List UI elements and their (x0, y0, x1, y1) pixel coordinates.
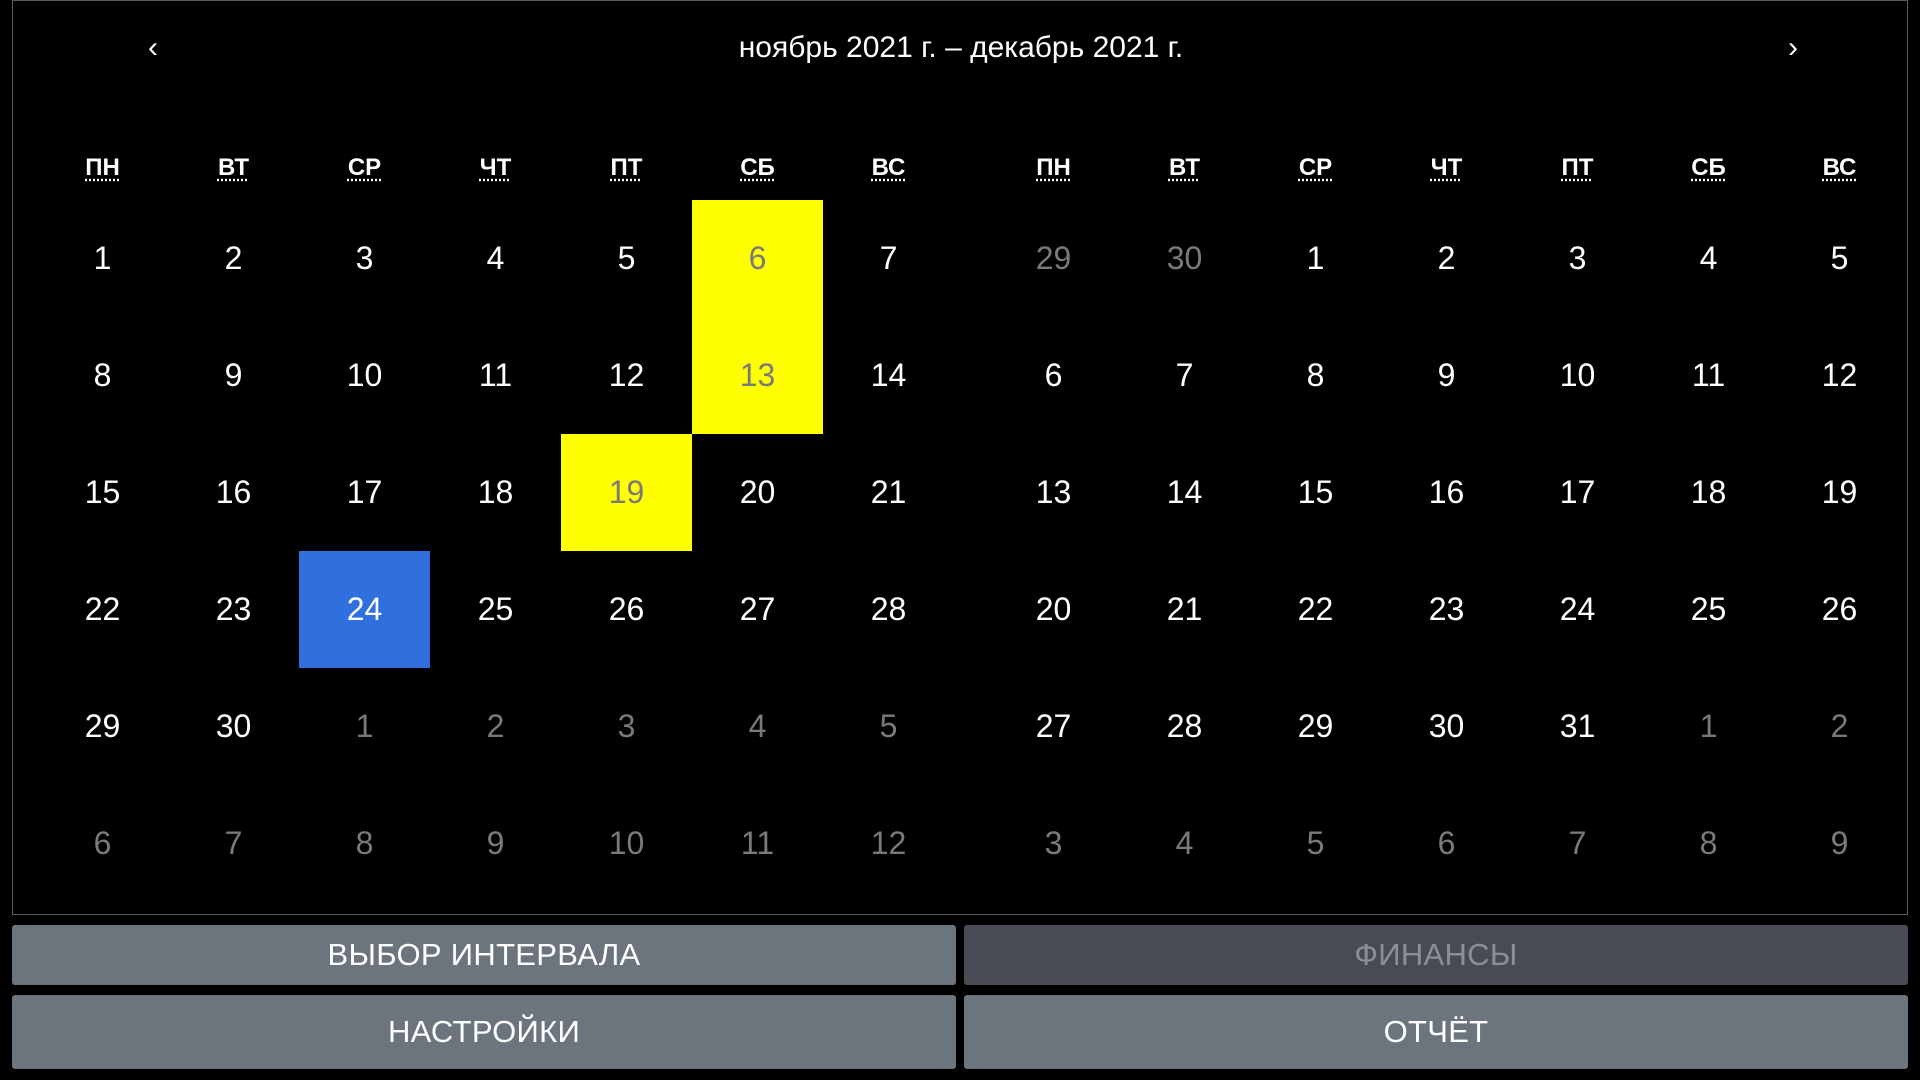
week-row (988, 551, 1905, 668)
day-cell[interactable]: 9 (1437, 357, 1456, 393)
day-cell[interactable]: 19 (561, 434, 692, 551)
day-cell[interactable]: 30 (1166, 240, 1203, 276)
day-cell[interactable]: 4 (1699, 240, 1718, 276)
weekday-abbr: ЧТ (1430, 154, 1463, 181)
weekday-label (1643, 136, 1774, 200)
day-cell[interactable]: 24 (1559, 591, 1596, 627)
weekday-header-row (37, 136, 954, 200)
day-cell[interactable]: 20 (739, 474, 776, 510)
day-cell[interactable]: 6 (692, 200, 823, 317)
day-cell[interactable]: 10 (1559, 357, 1596, 393)
weekday-abbr: СР (347, 154, 382, 181)
day-cell[interactable]: 7 (224, 825, 243, 861)
weekday-label (168, 136, 299, 200)
weekday-abbr: ВТ (1168, 154, 1201, 181)
week-row (988, 317, 1905, 434)
day-cell[interactable]: 11 (1691, 357, 1726, 393)
day-cell[interactable]: 5 (1830, 240, 1849, 276)
day-cell[interactable]: 10 (608, 825, 645, 861)
day-cell[interactable]: 1 (93, 240, 112, 276)
day-cell[interactable]: 29 (1035, 240, 1072, 276)
day-cell[interactable]: 21 (1166, 591, 1203, 627)
day-cell[interactable]: 13 (1035, 474, 1072, 510)
week-row (37, 317, 954, 434)
day-cell[interactable]: 22 (1297, 591, 1334, 627)
weekday-abbr: СБ (1691, 154, 1726, 181)
weekday-label (988, 136, 1119, 200)
day-cell[interactable]: 4 (1175, 825, 1194, 861)
week-row (37, 551, 954, 668)
prev-month-button[interactable]: ‹ (148, 31, 158, 64)
day-cell[interactable]: 12 (608, 357, 645, 393)
day-cell[interactable]: 2 (1830, 708, 1849, 744)
weekday-label (1119, 136, 1250, 200)
day-cell[interactable]: 16 (1428, 474, 1465, 510)
day-cell[interactable]: 8 (1699, 825, 1718, 861)
weekday-label (1512, 136, 1643, 200)
day-cell[interactable]: 5 (879, 708, 898, 744)
day-cell[interactable]: 18 (1690, 474, 1727, 510)
day-cell[interactable]: 8 (1306, 357, 1325, 393)
day-cell[interactable]: 30 (1428, 708, 1465, 744)
weekday-header-row (988, 136, 1905, 200)
weekday-label (692, 136, 823, 200)
weekday-label (1774, 136, 1905, 200)
day-cell[interactable]: 6 (1044, 357, 1063, 393)
day-cell[interactable]: 2 (486, 708, 505, 744)
day-cell[interactable]: 11 (740, 825, 775, 861)
day-cell[interactable]: 18 (477, 474, 514, 510)
weekday-label (430, 136, 561, 200)
day-cell[interactable]: 13 (692, 317, 823, 434)
weekday-abbr: СР (1298, 154, 1333, 181)
day-cell[interactable]: 9 (486, 825, 505, 861)
day-cell[interactable]: 14 (1166, 474, 1203, 510)
day-cell[interactable]: 10 (346, 357, 383, 393)
week-row (37, 668, 954, 785)
weekday-abbr: СБ (740, 154, 775, 181)
weekday-label (299, 136, 430, 200)
day-cell[interactable]: 7 (1175, 357, 1194, 393)
day-cell[interactable]: 1 (1306, 240, 1325, 276)
day-cell[interactable]: 28 (870, 591, 907, 627)
interval-select-button[interactable]: ВЫБОР ИНТЕРВАЛА (12, 925, 956, 985)
day-cell[interactable]: 20 (1035, 591, 1072, 627)
settings-button[interactable]: НАСТРОЙКИ (12, 995, 956, 1069)
day-cell[interactable]: 12 (1821, 357, 1858, 393)
day-cell[interactable]: 1 (355, 708, 374, 744)
weekday-label (1250, 136, 1381, 200)
finance-button[interactable]: ФИНАНСЫ (964, 925, 1908, 985)
week-row (37, 785, 954, 902)
day-cell[interactable]: 7 (879, 240, 898, 276)
day-cell[interactable]: 3 (1568, 240, 1587, 276)
month-november (37, 136, 954, 902)
calendar (12, 0, 1908, 915)
day-cell[interactable]: 21 (870, 474, 907, 510)
weekday-abbr: ЧТ (479, 154, 512, 181)
day-cell[interactable]: 1 (1699, 708, 1718, 744)
day-cell[interactable]: 4 (748, 708, 767, 744)
day-cell[interactable]: 4 (486, 240, 505, 276)
day-cell[interactable]: 31 (1559, 708, 1596, 744)
weekday-abbr: ВС (1822, 154, 1857, 181)
day-cell[interactable]: 2 (224, 240, 243, 276)
weekday-label (561, 136, 692, 200)
weekday-abbr: ПТ (1561, 154, 1594, 181)
day-cell[interactable]: 6 (1437, 825, 1456, 861)
calendar-title: ноябрь 2021 г. – декабрь 2021 г. (738, 31, 1184, 64)
weekday-abbr: ПН (85, 154, 120, 181)
weekday-label (37, 136, 168, 200)
day-cell[interactable]: 16 (215, 474, 252, 510)
day-cell[interactable]: 30 (215, 708, 252, 744)
day-cell[interactable]: 15 (1297, 474, 1334, 510)
day-cell[interactable]: 23 (1428, 591, 1465, 627)
day-cell[interactable]: 6 (93, 825, 112, 861)
day-cell[interactable]: 8 (93, 357, 112, 393)
day-cell[interactable]: 22 (84, 591, 121, 627)
week-row (988, 434, 1905, 551)
day-cell[interactable]: 25 (1690, 591, 1727, 627)
weekday-abbr: ПН (1036, 154, 1071, 181)
day-cell[interactable]: 26 (608, 591, 645, 627)
weekday-label (1381, 136, 1512, 200)
weekday-abbr: ПТ (610, 154, 643, 181)
day-cell[interactable]: 11 (478, 357, 513, 393)
day-cell[interactable]: 25 (477, 591, 514, 627)
month-december (988, 136, 1905, 902)
next-month-button[interactable]: › (1788, 31, 1798, 64)
day-cell[interactable]: 28 (1166, 708, 1203, 744)
day-cell[interactable]: 9 (1830, 825, 1849, 861)
week-row (988, 200, 1905, 317)
day-cell[interactable]: 29 (1297, 708, 1334, 744)
day-cell[interactable]: 29 (84, 708, 121, 744)
day-cell[interactable]: 27 (1035, 708, 1072, 744)
weekday-abbr: ВС (871, 154, 906, 181)
day-cell[interactable]: 3 (355, 240, 374, 276)
week-row (988, 668, 1905, 785)
report-button[interactable]: ОТЧЁТ (964, 995, 1908, 1069)
day-cell[interactable]: 12 (870, 825, 907, 861)
day-cell[interactable]: 17 (346, 474, 383, 510)
week-row (37, 434, 954, 551)
day-cell[interactable]: 9 (224, 357, 243, 393)
weekday-abbr: ВТ (217, 154, 250, 181)
week-row (37, 200, 954, 317)
day-cell-selected[interactable]: 24 (299, 551, 430, 668)
day-cell[interactable]: 26 (1821, 591, 1858, 627)
day-cell[interactable]: 7 (1568, 825, 1587, 861)
day-cell[interactable]: 2 (1437, 240, 1456, 276)
day-cell[interactable]: 15 (84, 474, 121, 510)
day-cell[interactable]: 19 (1821, 474, 1858, 510)
day-cell[interactable]: 3 (1044, 825, 1063, 861)
day-cell[interactable]: 23 (215, 591, 252, 627)
day-cell[interactable]: 3 (617, 708, 636, 744)
week-row (988, 785, 1905, 902)
day-cell[interactable]: 27 (739, 591, 776, 627)
day-cell[interactable]: 8 (355, 825, 374, 861)
day-cell[interactable]: 17 (1559, 474, 1596, 510)
day-cell[interactable]: 5 (1306, 825, 1325, 861)
day-cell[interactable]: 14 (870, 357, 907, 393)
day-cell[interactable]: 5 (617, 240, 636, 276)
weekday-label (823, 136, 954, 200)
